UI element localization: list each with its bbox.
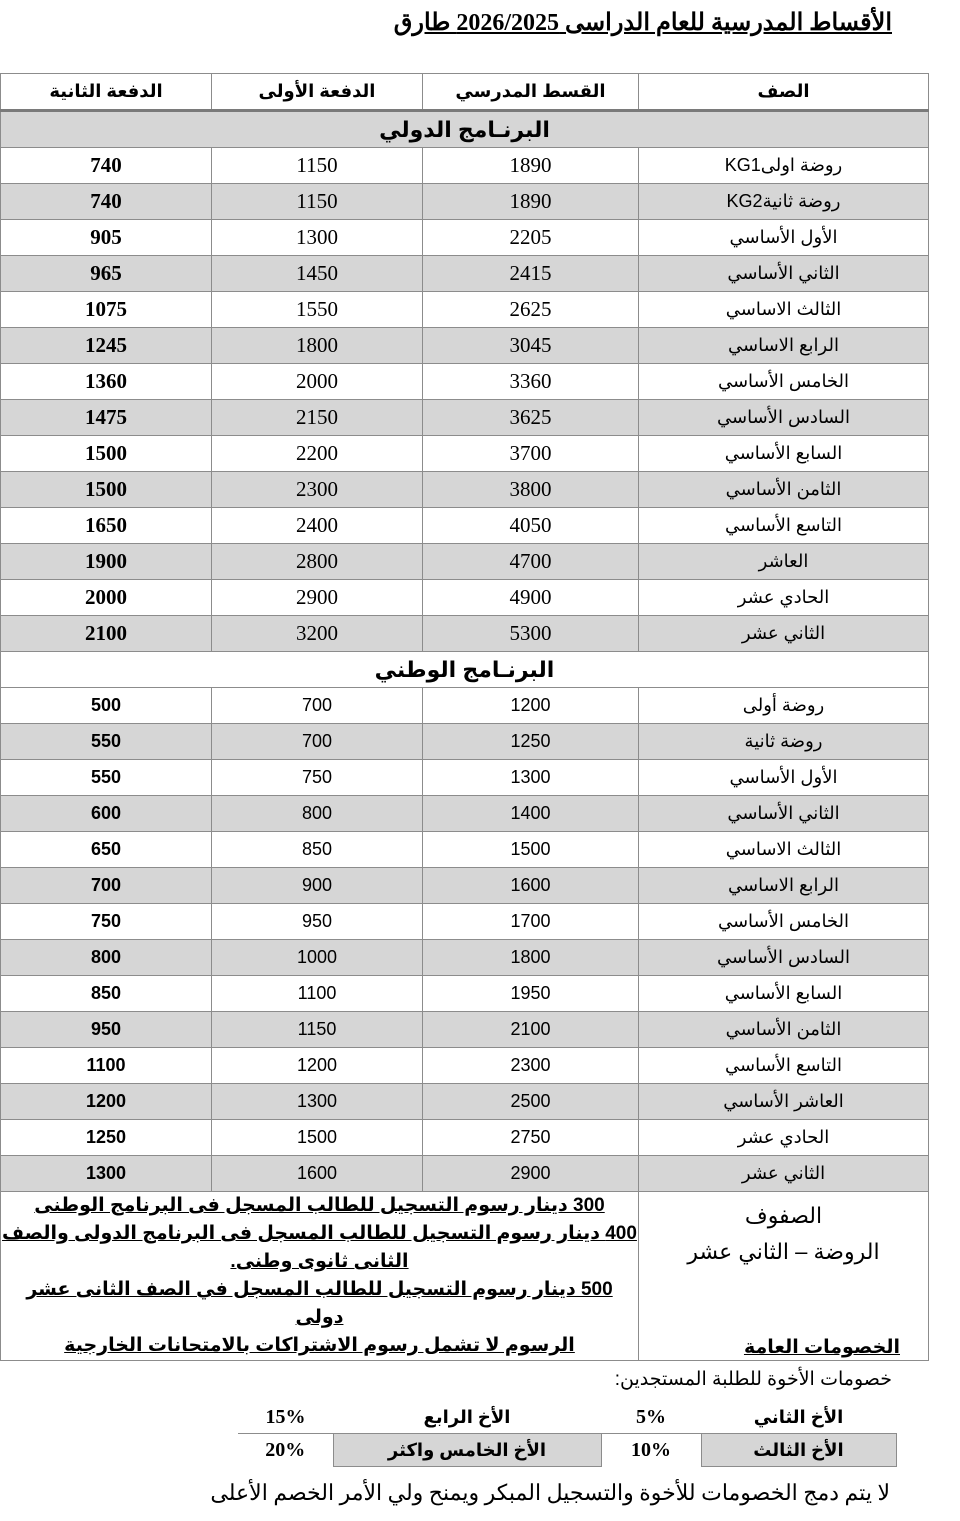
table-row (1, 1084, 929, 1120)
discount-label: الأخ الرابع (423, 1406, 511, 1427)
grade-cell: السابع الأساسي (639, 436, 929, 472)
first-payment-cell: 1100 (212, 976, 423, 1012)
first-payment-cell: 950 (212, 904, 423, 940)
table-row (1, 832, 929, 868)
grade-cell: الثاني الأساسي (639, 256, 929, 292)
grade-cell: الثاني الأساسي (639, 796, 929, 832)
fee-cell: 4900 (423, 580, 639, 616)
first-payment-cell: 2300 (212, 472, 423, 508)
first-payment-cell: 800 (212, 796, 423, 832)
notes-grades-range: الروضة – الثاني عشر (687, 1239, 880, 1264)
first-payment-cell: 1300 (212, 220, 423, 256)
discounts-subtitle: خصومات الأخوة للطلبة المستجدين: (614, 1369, 892, 1390)
first-payment-cell: 1450 (212, 256, 423, 292)
sibling-discounts-table (238, 1401, 897, 1467)
first-payment-cell: 1500 (212, 1120, 423, 1156)
note-line: 400 دينار رسوم التسجيل للطالب المسجل فى البرنامج الدولى والصف الثانى ثانوى وطنى. (2, 1223, 637, 1272)
grade-cell: روضة ثانيةKG2 (639, 184, 929, 220)
note-line: 500 دينار رسوم التسجيل للطالب المسجل في الصف الثانى عشر دولى (26, 1279, 613, 1328)
second-payment-cell: 1245 (1, 328, 212, 364)
fee-cell: 3700 (423, 436, 639, 472)
notes-grades-label: الصفوف (744, 1203, 823, 1228)
second-payment-cell: 500 (1, 688, 212, 724)
second-payment-cell: 600 (1, 796, 212, 832)
grade-cell: الحادي عشر (639, 1120, 929, 1156)
table-row (1, 796, 929, 832)
grade-cell: روضة أولى (639, 688, 929, 724)
table-row (1, 976, 929, 1012)
note-line: 300 دينار رسوم التسجيل للطالب المسجل فى البرنامج الوطنى (34, 1195, 605, 1216)
fee-cell: 1500 (423, 832, 639, 868)
table-row (1, 1012, 929, 1048)
fee-cell: 1400 (423, 796, 639, 832)
second-payment-cell: 550 (1, 724, 212, 760)
first-payment-cell: 700 (212, 688, 423, 724)
second-payment-cell: 750 (1, 904, 212, 940)
second-payment-cell: 850 (1, 976, 212, 1012)
table-row (1, 1048, 929, 1084)
grade-cell: الثامن الأساسي (639, 472, 929, 508)
table-row (1, 724, 929, 760)
first-payment-cell: 1150 (212, 148, 423, 184)
table-row (1, 472, 929, 508)
fee-cell: 2625 (423, 292, 639, 328)
table-row (1, 760, 929, 796)
fee-cell: 3045 (423, 328, 639, 364)
first-payment-cell: 1300 (212, 1084, 423, 1120)
first-payment-cell: 3200 (212, 616, 423, 652)
table-row (1, 508, 929, 544)
table-row (1, 688, 929, 724)
table-row (1, 292, 929, 328)
fee-cell: 2415 (423, 256, 639, 292)
fee-cell: 1890 (423, 184, 639, 220)
fee-cell: 3360 (423, 364, 639, 400)
discounts-title: الخصومات العامة (743, 1337, 900, 1358)
table-row (1, 544, 929, 580)
grade-cell: السابع الأساسي (639, 976, 929, 1012)
table-row (1, 220, 929, 256)
first-payment-cell: 2400 (212, 508, 423, 544)
grade-cell: الخامس الأساسي (639, 364, 929, 400)
grade-cell: السادس الأساسي (639, 940, 929, 976)
first-payment-cell: 1550 (212, 292, 423, 328)
grade-cell: روضة اولىKG1 (639, 148, 929, 184)
table-row (1, 364, 929, 400)
grade-cell: الثاني عشر (639, 1156, 929, 1192)
grade-cell: السادس الأساسي (639, 400, 929, 436)
fee-cell: 1890 (423, 148, 639, 184)
fee-cell: 1600 (423, 868, 639, 904)
fee-cell: 2500 (423, 1084, 639, 1120)
grade-cell: الأول الأساسي (639, 760, 929, 796)
grade-cell: العاشر (639, 544, 929, 580)
table-row (1, 868, 929, 904)
second-payment-cell: 1300 (1, 1156, 212, 1192)
document-title: الأقساط المدرسية للعام الدراسى 2026/2025 طارق (393, 10, 892, 36)
fee-cell: 1800 (423, 940, 639, 976)
grade-cell: التاسع الأساسي (639, 1048, 929, 1084)
first-payment-cell: 2200 (212, 436, 423, 472)
second-payment-cell: 1900 (1, 544, 212, 580)
grade-cell: الأول الأساسي (639, 220, 929, 256)
second-payment-cell: 2100 (1, 616, 212, 652)
fee-cell: 3625 (423, 400, 639, 436)
fees-table (0, 73, 929, 1361)
first-payment-cell: 1000 (212, 940, 423, 976)
discount-row (238, 1401, 896, 1434)
national-program-section (1, 652, 929, 1192)
grade-cell: العاشر الأساسي (639, 1084, 929, 1120)
first-payment-cell: 2000 (212, 364, 423, 400)
grade-cell: روضة ثانية (639, 724, 929, 760)
second-payment-cell: 1075 (1, 292, 212, 328)
fee-cell: 1950 (423, 976, 639, 1012)
grade-cell: الحادي عشر (639, 580, 929, 616)
second-payment-cell: 2000 (1, 580, 212, 616)
table-header-row (1, 74, 929, 111)
fee-cell: 2100 (423, 1012, 639, 1048)
fee-cell: 4050 (423, 508, 639, 544)
fee-cell: 4700 (423, 544, 639, 580)
fee-cell: 2750 (423, 1120, 639, 1156)
second-payment-cell: 550 (1, 760, 212, 796)
second-payment-cell: 800 (1, 940, 212, 976)
second-payment-cell: 1100 (1, 1048, 212, 1084)
section-header-row (1, 111, 929, 148)
international-program-label: البرنـامج الدولي (1, 111, 929, 148)
fee-cell: 3800 (423, 472, 639, 508)
grade-cell: الثاني عشر (639, 616, 929, 652)
fee-cell: 1200 (423, 688, 639, 724)
second-payment-cell: 1650 (1, 508, 212, 544)
table-row (1, 904, 929, 940)
discount-value: 15% (265, 1405, 306, 1428)
second-payment-cell: 1360 (1, 364, 212, 400)
first-payment-cell: 700 (212, 724, 423, 760)
first-payment-cell: 1150 (212, 1012, 423, 1048)
table-row (1, 1120, 929, 1156)
table-row (1, 436, 929, 472)
second-payment-cell: 950 (1, 1012, 212, 1048)
second-payment-cell: 740 (1, 148, 212, 184)
fee-cell: 1700 (423, 904, 639, 940)
table-row (1, 328, 929, 364)
grade-cell: الثالث الاساسي (639, 832, 929, 868)
grade-cell: الخامس الأساسي (639, 904, 929, 940)
international-program-section (1, 111, 929, 652)
table-row (1, 256, 929, 292)
grade-cell: الرابع الاساسي (639, 328, 929, 364)
first-payment-cell: 1600 (212, 1156, 423, 1192)
grade-cell: التاسع الأساسي (639, 508, 929, 544)
discount-footnote: لا يتم دمج الخصومات للأخوة والتسجيل المبكر ويمنح ولي الأمر الخصم الأعلى (210, 1480, 890, 1505)
first-payment-cell: 900 (212, 868, 423, 904)
first-payment-cell: 1200 (212, 1048, 423, 1084)
second-payment-cell: 965 (1, 256, 212, 292)
discount-value: 5% (636, 1405, 666, 1428)
first-payment-cell: 750 (212, 760, 423, 796)
second-payment-cell: 1200 (1, 1084, 212, 1120)
first-payment-cell: 2900 (212, 580, 423, 616)
table-row (1, 616, 929, 652)
notes-text-cell (1, 1192, 639, 1361)
fee-cell: 2300 (423, 1048, 639, 1084)
discount-row (238, 1434, 896, 1467)
discount-value: 10% (601, 1434, 701, 1467)
second-payment-cell: 1475 (1, 400, 212, 436)
grade-cell: الثالث الاساسي (639, 292, 929, 328)
fee-cell: 2900 (423, 1156, 639, 1192)
second-payment-cell: 740 (1, 184, 212, 220)
first-payment-cell: 1150 (212, 184, 423, 220)
header-fee: القسط المدرسي (423, 74, 639, 111)
second-payment-cell: 700 (1, 868, 212, 904)
fee-cell: 1250 (423, 724, 639, 760)
second-payment-cell: 650 (1, 832, 212, 868)
fee-cell: 2205 (423, 220, 639, 256)
second-payment-cell: 905 (1, 220, 212, 256)
table-row (1, 400, 929, 436)
table-row (1, 148, 929, 184)
second-payment-cell: 1250 (1, 1120, 212, 1156)
table-row (1, 940, 929, 976)
first-payment-cell: 2150 (212, 400, 423, 436)
national-program-label: البرنـامج الوطني (1, 652, 929, 688)
first-payment-cell: 2800 (212, 544, 423, 580)
second-payment-cell: 1500 (1, 472, 212, 508)
grade-cell: الثامن الأساسي (639, 1012, 929, 1048)
section-header-row (1, 652, 929, 688)
first-payment-cell: 1800 (212, 328, 423, 364)
table-row (1, 1156, 929, 1192)
table-row (1, 580, 929, 616)
discount-value: 20% (238, 1434, 333, 1467)
header-grade: الصف (639, 74, 929, 111)
note-line: الرسوم لا تشمل رسوم الاشتراكات بالامتحانات الخارجية (64, 1335, 575, 1356)
table-row (1, 184, 929, 220)
grade-cell: الرابع الاساسي (639, 868, 929, 904)
second-payment-cell: 1500 (1, 436, 212, 472)
header-second-payment: الدفعة الثانية (1, 74, 212, 111)
discount-label: الأخ الخامس واكثر (333, 1434, 601, 1467)
fee-cell: 1300 (423, 760, 639, 796)
fee-cell: 5300 (423, 616, 639, 652)
discount-label: الأخ الثالث (701, 1434, 896, 1467)
header-first-payment: الدفعة الأولى (212, 74, 423, 111)
discount-label: الأخ الثاني (753, 1406, 844, 1427)
first-payment-cell: 850 (212, 832, 423, 868)
